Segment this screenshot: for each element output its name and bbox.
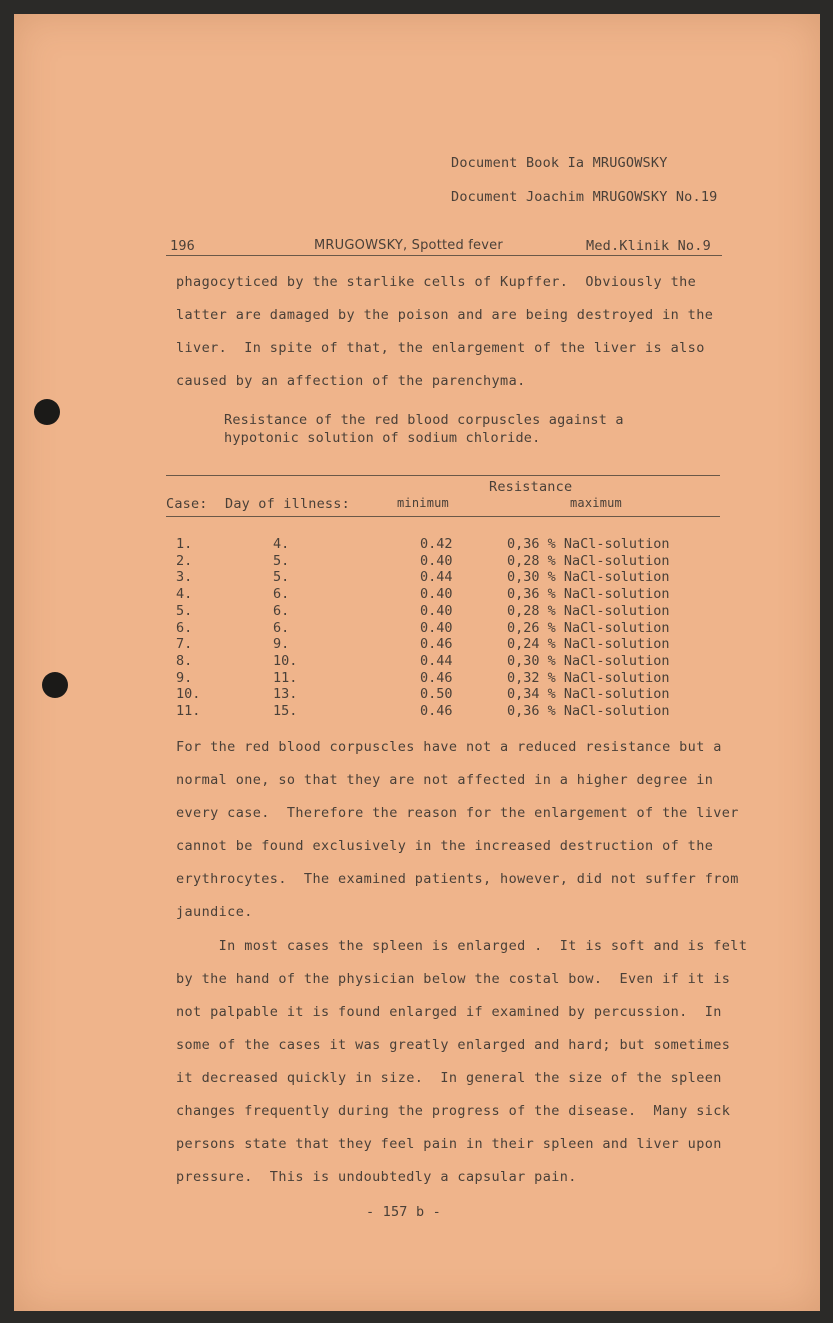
maximum-cell: 0,30 % NaCl-solution	[507, 652, 670, 669]
col-case-header: Case:	[166, 496, 208, 512]
minimum-cell: 0.46	[420, 703, 453, 719]
case-cell: 6.	[176, 619, 193, 636]
maximum-cell: 0,28 % NaCl-solution	[507, 602, 670, 619]
clinic-label: Med.Klinik No.9	[586, 238, 711, 254]
table-row	[14, 670, 820, 687]
maximum-cell: 0,28 % NaCl-solution	[507, 552, 670, 569]
maximum-cell: 0,36 % NaCl-solution	[507, 703, 670, 719]
maximum-cell: 0,36 % NaCl-solution	[507, 536, 670, 552]
maximum-cell: 0,36 % NaCl-solution	[507, 586, 670, 603]
minimum-cell: 0.44	[420, 652, 453, 669]
text-line: liver. In spite of that, the enlargement of the liver is also	[176, 340, 705, 356]
case-cell: 5.	[176, 602, 193, 619]
table-top-rule	[166, 475, 720, 476]
case-cell: 9.	[176, 669, 193, 686]
table-row	[14, 636, 820, 653]
document-number-label: Document Joachim MRUGOWSKY No.19	[451, 189, 718, 205]
page-footer: - 157 b -	[366, 1204, 441, 1220]
maximum-cell: 0,26 % NaCl-solution	[507, 619, 670, 636]
minimum-cell: 0.42	[420, 536, 453, 552]
table-row	[14, 686, 820, 703]
day-cell: 5.	[273, 552, 290, 569]
text-line: erythrocytes. The examined patients, however, did not suffer from	[176, 871, 739, 887]
minimum-cell: 0.40	[420, 619, 453, 636]
table-row	[14, 603, 820, 620]
table-row	[14, 569, 820, 586]
text-line: by the hand of the physician below the costal bow. Even if it is	[176, 971, 731, 987]
text-line: persons state that they feel pain in their spleen and liver upon	[176, 1136, 722, 1152]
maximum-cell: 0,32 % NaCl-solution	[507, 669, 670, 686]
case-cell: 10.	[176, 686, 201, 703]
table-row	[14, 553, 820, 570]
text-line: pressure. This is undoubtedly a capsular pain.	[176, 1169, 577, 1185]
table-header-rule	[166, 516, 720, 517]
table-row	[14, 653, 820, 670]
case-cell: 2.	[176, 552, 193, 569]
text-line: it decreased quickly in size. In general the size of the spleen	[176, 1070, 722, 1086]
text-line: not palpable it is found enlarged if examined by percussion. In	[176, 1004, 722, 1020]
text-line: caused by an affection of the parenchyma.	[176, 373, 526, 389]
case-cell: 7.	[176, 636, 193, 653]
day-cell: 6.	[273, 586, 290, 603]
day-cell: 6.	[273, 602, 290, 619]
maximum-cell: 0,30 % NaCl-solution	[507, 569, 670, 586]
text-line: some of the cases it was greatly enlarged and hard; but sometimes	[176, 1037, 731, 1053]
minimum-cell: 0.46	[420, 636, 453, 653]
col-min-header: minimum	[397, 496, 449, 510]
table-row	[14, 620, 820, 637]
text-line: changes frequently during the progress of the disease. Many sick	[176, 1103, 731, 1119]
header-rule	[166, 255, 722, 256]
minimum-cell: 0.46	[420, 669, 453, 686]
resistance-header: Resistance	[489, 479, 573, 495]
document-page	[14, 14, 820, 1311]
text-line: jaundice.	[176, 904, 253, 920]
text-line: phagocyticed by the starlike cells of Kupffer. Obviously the	[176, 274, 697, 290]
day-cell: 5.	[273, 569, 290, 586]
text-line: every case. Therefore the reason for the enlargement of the liver	[176, 805, 739, 821]
document-book-label: Document Book Ia MRUGOWSKY	[451, 155, 668, 171]
text-line: normal one, so that they are not affected in a higher degree in	[176, 772, 714, 788]
table-caption: Resistance of the red blood corpuscles against a	[224, 412, 624, 428]
page-number: 196	[170, 238, 195, 254]
maximum-cell: 0,34 % NaCl-solution	[507, 686, 670, 703]
day-cell: 10.	[273, 652, 298, 669]
minimum-cell: 0.40	[420, 552, 453, 569]
case-cell: 11.	[176, 703, 201, 719]
text-line: For the red blood corpuscles have not a reduced resistance but a	[176, 739, 722, 755]
case-cell: 3.	[176, 569, 193, 586]
col-max-header: maximum	[570, 496, 622, 510]
case-cell: 4.	[176, 586, 193, 603]
day-cell: 11.	[273, 669, 298, 686]
day-cell: 15.	[273, 703, 298, 719]
maximum-cell: 0,24 % NaCl-solution	[507, 636, 670, 653]
text-line: latter are damaged by the poison and are being destroyed in the	[176, 307, 714, 323]
day-cell: 4.	[273, 536, 290, 552]
text-line: cannot be found exclusively in the increased destruction of the	[176, 838, 714, 854]
day-cell: 6.	[273, 619, 290, 636]
table-row	[14, 703, 820, 720]
minimum-cell: 0.40	[420, 602, 453, 619]
case-cell: 1.	[176, 536, 193, 552]
day-cell: 13.	[273, 686, 298, 703]
minimum-cell: 0.44	[420, 569, 453, 586]
punch-hole	[34, 399, 60, 425]
table-row	[14, 586, 820, 603]
case-cell: 8.	[176, 652, 193, 669]
minimum-cell: 0.40	[420, 586, 453, 603]
minimum-cell: 0.50	[420, 686, 453, 703]
table-row	[14, 536, 820, 553]
day-cell: 9.	[273, 636, 290, 653]
running-title: MRUGOWSKY, Spotted fever	[314, 238, 503, 253]
table-caption: hypotonic solution of sodium chloride.	[224, 430, 541, 446]
text-line: In most cases the spleen is enlarged . It is soft and is felt	[176, 938, 748, 954]
col-day-header: Day of illness:	[225, 496, 350, 512]
